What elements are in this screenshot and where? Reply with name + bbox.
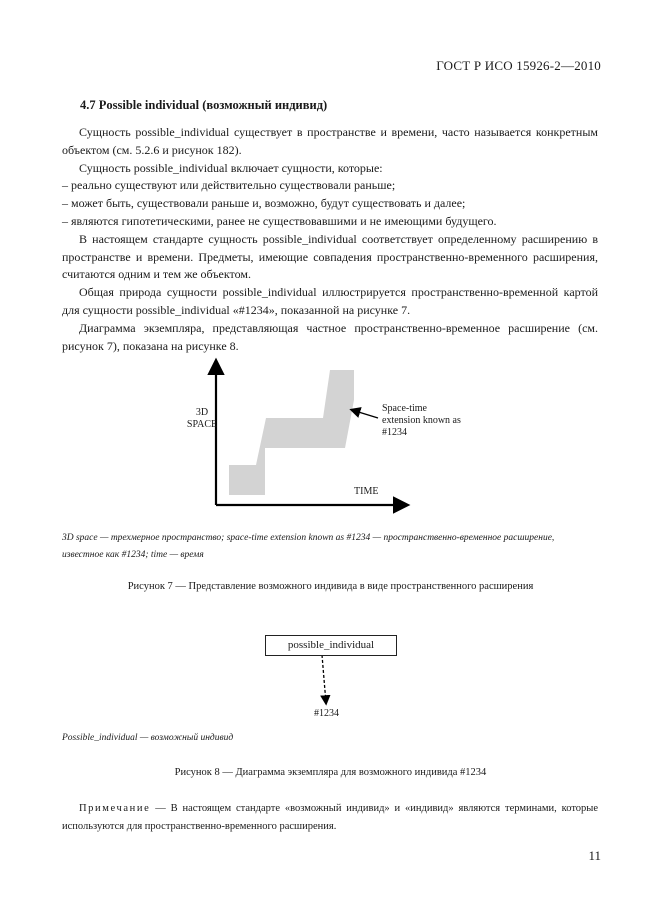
annotation-arrow [352,410,378,418]
page-number: 11 [588,848,601,863]
space-time-extension-shape [266,418,276,448]
paragraph: Сущность possible_individual включает сущности, которые: [79,160,383,175]
list-item: – реально существуют или действительно существовали раньше; [62,178,396,193]
y-axis-label-line: SPACE [186,419,218,430]
paragraph: Сущность possible_individual существует в пространстве и времени, часто называется конкретным объектом (см. 5.2.6 и рисунок 182). [62,125,598,157]
space-time-extension-shape [276,418,323,448]
entity-box: possible_individual [265,635,397,656]
document-header: ГОСТ Р ИСО 15926-2—2010 [436,58,601,73]
figure7-legend: 3D space — трехмерное пространство; space-time extension known as #1234 — пространственно-временное расширение, известное как #1234; time — время [62,533,555,560]
list-item: – может быть, существовали раньше и, возможно, будут существовать и далее; [62,196,466,211]
extension-annotation [382,403,461,439]
space-time-extension-shape [229,465,256,495]
space-time-extension-shape [323,370,354,448]
note [62,800,598,836]
paragraph: Общая природа сущности possible_individual иллюстрируется пространственно-временной картой для сущности possible_individual «#1234», показанной на рисунке 7. [62,285,598,317]
section-title: 4.7 Possible individual (возможный индивид) [80,98,328,112]
annotation-line: Space-time [382,403,427,414]
annotation-line: #1234 [382,427,407,438]
annotation-line: extension known as [382,415,461,426]
figure8-legend: Possible_individual — возможный индивид [62,733,234,743]
instance-arrow [322,655,326,703]
paragraph: В настоящем стандарте сущность possible_individual соответствует определенному расширению в пространстве и времени. Предметы, имеющие совпадения пространственно-временного расширения, считаются одним и тем же объектом. [62,231,598,282]
instance-label: #1234 [314,708,339,719]
note-text: — В настоящем стандарте «возможный индивид» и «индивид» являются терминами, которые используются для пространственно-временного расширения. [62,803,598,832]
y-axis-label [186,407,218,431]
note-label: Примечание [79,803,151,814]
x-axis-label: TIME [354,486,379,497]
y-axis-label-line: 3D [195,407,209,418]
paragraph: Диаграмма экземпляра, представляющая частное пространственно-временное расширение (см. рисунок 7), показана на рисунке 8. [62,320,598,353]
figure8-caption: Рисунок 8 — Диаграмма экземпляра для возможного индивида #1234 [174,767,487,778]
figure7-caption: Рисунок 7 — Представление возможного индивида в виде пространственного расширения [127,581,534,592]
list-item: – являются гипотетическими, ранее не существовавшими и не имеющими будущего. [62,213,497,228]
